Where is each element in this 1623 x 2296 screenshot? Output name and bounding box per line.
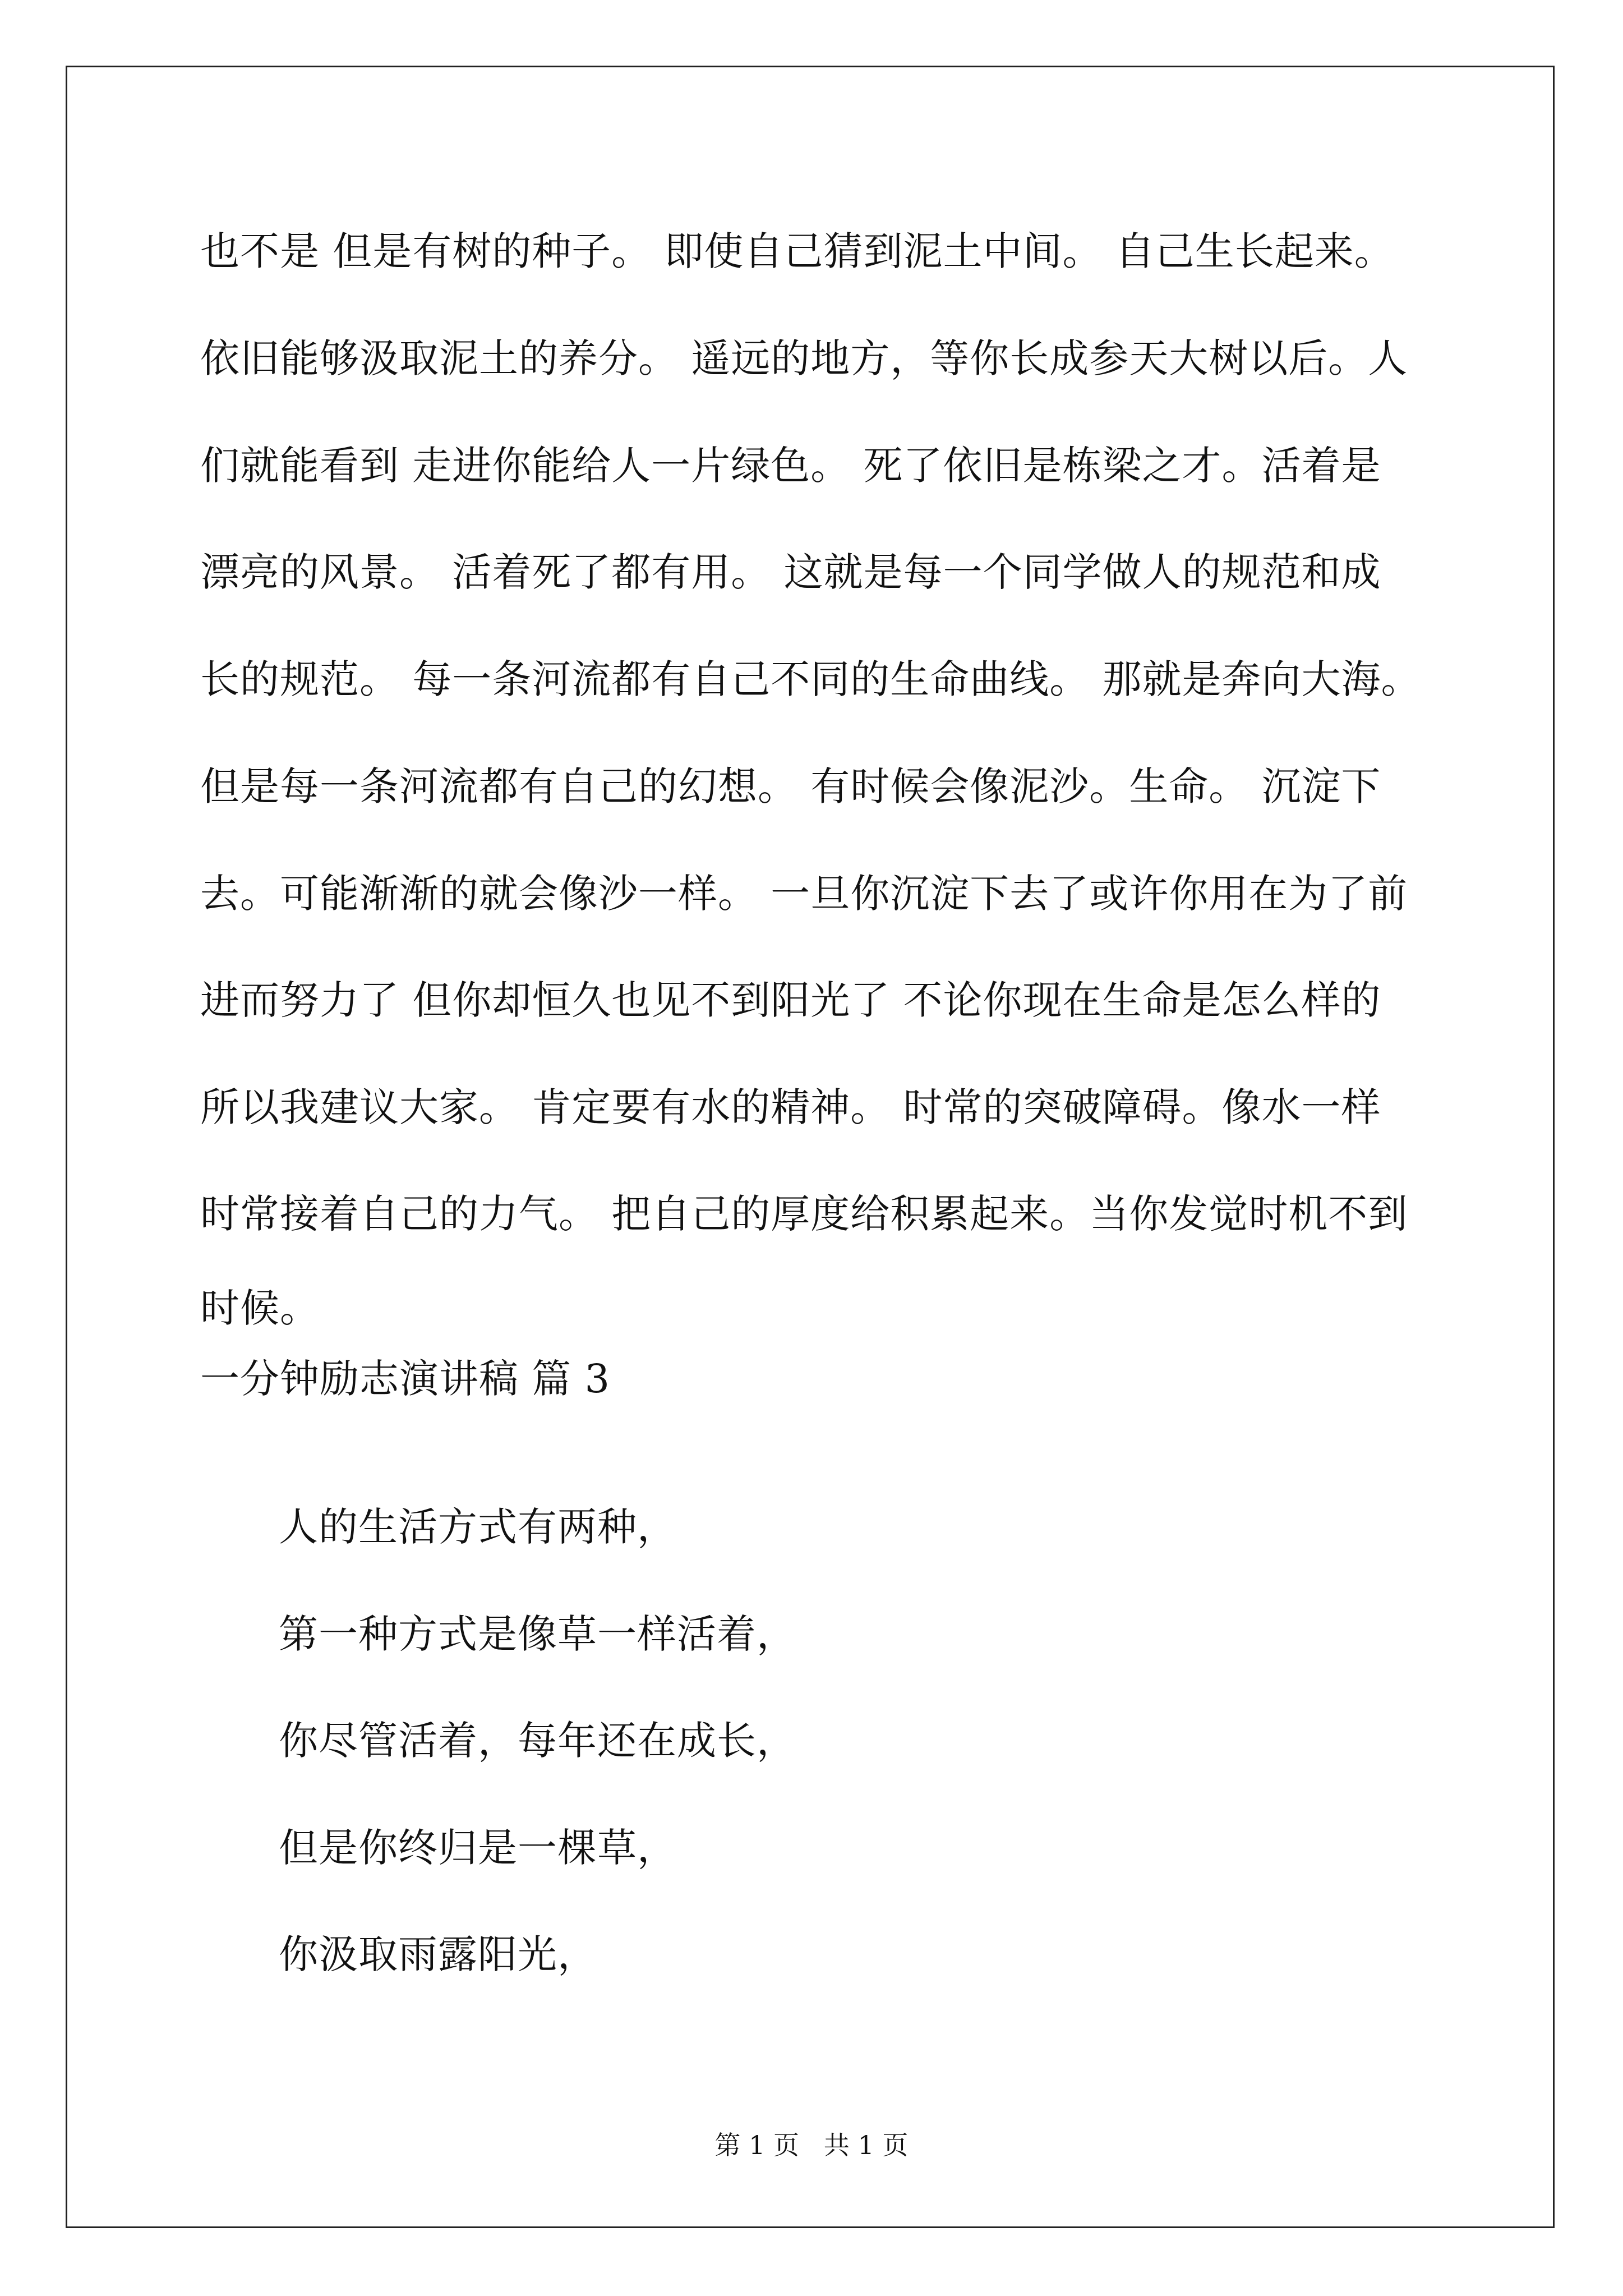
indented-line: 你尽管活着，每年还在成长， <box>279 1718 796 1764</box>
paragraph-line: 长的规范。 每一条河流都有自己不同的生命曲线。 那就是奔向大海。 <box>200 656 1421 702</box>
page-footer: 第 1 页 共 1 页 <box>714 2130 909 2160</box>
page-border <box>66 66 1555 2228</box>
indented-line: 第一种方式是像草一样活着， <box>279 1611 796 1657</box>
paragraph-line: 进而努力了 但你却恒久也见不到阳光了 不论你现在生命是怎么样的 <box>200 977 1381 1023</box>
paragraph-line: 时常接着自己的力气。 把自己的厚度给积累起来。当你发觉时机不到 <box>200 1191 1408 1237</box>
paragraph-line: 依旧能够汲取泥土的养分。 遥远的地方，等你长成参天大树以后。人 <box>200 335 1408 381</box>
paragraph-line: 但是每一条河流都有自己的幻想。 有时候会像泥沙。生命。 沉淀下 <box>200 763 1381 809</box>
paragraph-line: 时候。 <box>200 1285 320 1331</box>
paragraph-line: 所以我建议大家。 肯定要有水的精神。 时常的突破障碍。像水一样 <box>200 1084 1381 1130</box>
paragraph-line: 漂亮的风景。 活着死了都有用。 这就是每一个同学做人的规范和成 <box>200 549 1381 595</box>
indented-line: 人的生活方式有两种， <box>279 1504 677 1550</box>
indented-line: 但是你终归是一棵草， <box>279 1825 677 1871</box>
indented-line: 你汲取雨露阳光， <box>279 1931 597 1977</box>
paragraph-line: 去。可能渐渐的就会像沙一样。 一旦你沉淀下去了或许你用在为了前 <box>200 871 1408 917</box>
section-heading: 一分钟励志演讲稿 篇 3 <box>200 1356 611 1402</box>
paragraph-line: 们就能看到 走进你能给人一片绿色。 死了依旧是栋梁之才。活着是 <box>200 443 1381 489</box>
paragraph-line: 也不是 但是有树的种子。 即使自己猜到泥土中间。 自己生长起来。 <box>200 228 1394 274</box>
